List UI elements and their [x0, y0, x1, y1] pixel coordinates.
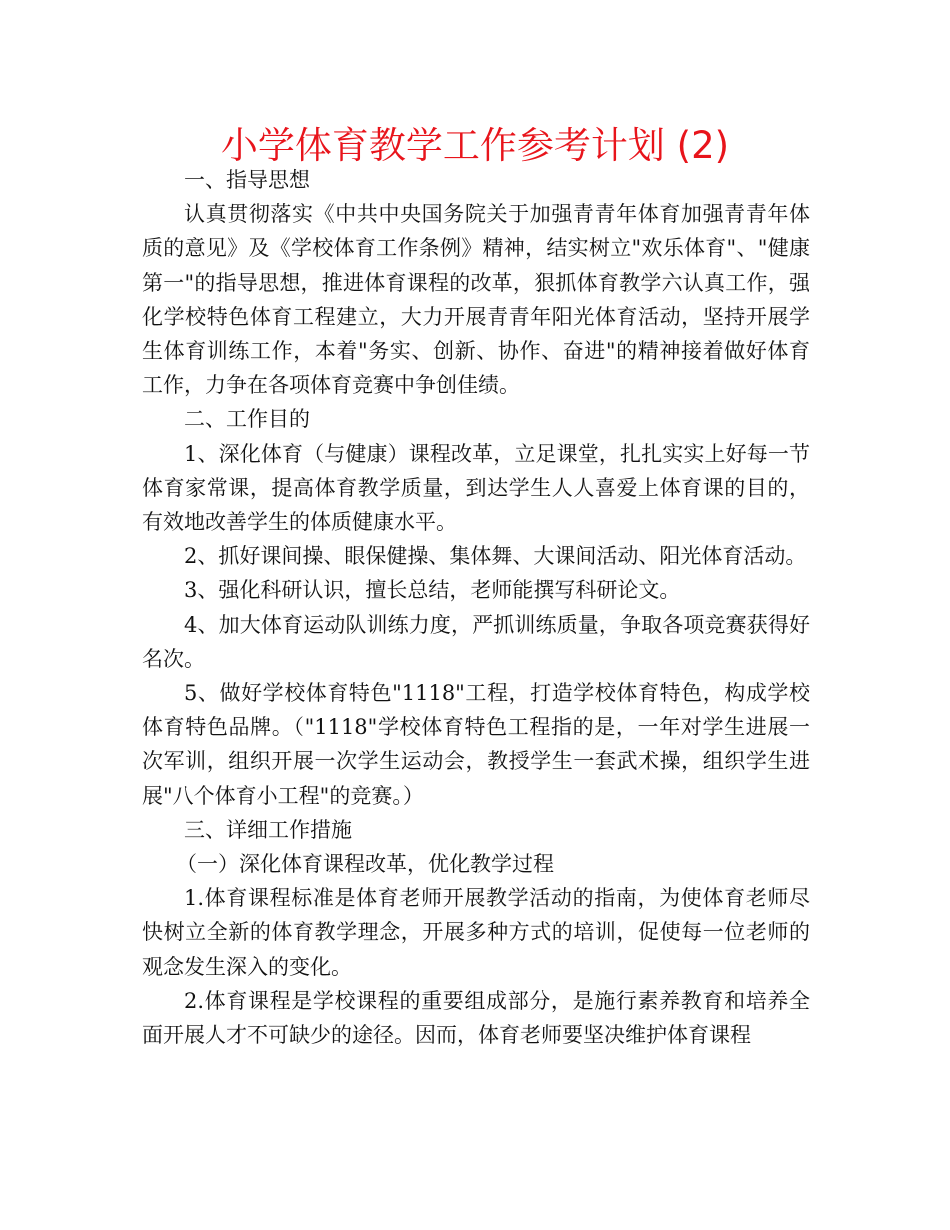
paragraph: 认真贯彻落实《中共中央国务院关于加强青青年体育加强青青年体质的意见》及《学校体育工作条例》精神，结实树立"欢乐体育"、"健康第一"的指导思想，推进体育课程的改革，狠抓体育教学六认真工作，强化学校特色体育工程建立，大力开展青青年阳光体育活动，坚持开展学生体育训练工作，本着"务实、创新、协作、奋进"的精神接着做好体育工作，力争在各项体育竞赛中争创佳绩。 — [142, 202, 810, 398]
subsection-heading: （一）深化体育课程改革，优化教学过程 — [176, 852, 554, 877]
paragraph: 1、深化体育（与健康）课程改革，立足课堂，扎扎实实上好每一节体育家常课，提高体育教学质量，到达学生人人喜爱上体育课的目的，有效地改善学生的体质健康水平。 — [142, 441, 810, 535]
paragraph: 3、强化科研认识，擅长总结，老师能撰写科研论文。 — [184, 578, 681, 603]
paragraph: 1.体育课程标准是体育老师开展教学活动的指南，为使体育老师尽快树立全新的体育教学理念，开展多种方式的培训，促使每一位老师的观念发生深入的变化。 — [142, 886, 810, 979]
paragraph: 2、抓好课间操、眼保健操、集体舞、大课间活动、阳光体育活动。 — [184, 544, 807, 569]
paragraph: 2.体育课程是学校课程的重要组成部分，是施行素养教育和培养全面开展人才不可缺少的途径。因而，体育老师要坚决维护体育课程 — [142, 988, 810, 1048]
paragraph: 5、做好学校体育特色"1118"工程，打造学校体育特色，构成学校体育特色品牌。（"1118"学校体育特色工程指的是，一年对学生进展一次军训，组织开展一次学生运动会，教授学生一套武术操，组织学生进展"八个体育小工程"的竞赛。） — [142, 681, 810, 808]
section-heading: 二、工作目的 — [184, 407, 310, 432]
document-title: 小学体育教学工作参考计划 (2) — [220, 124, 730, 167]
paragraph: 4、加大体育运动队训练力度，严抓训练质量，争取各项竞赛获得好名次。 — [142, 612, 810, 671]
section-heading: 三、详细工作措施 — [184, 817, 352, 842]
document-body — [142, 163, 810, 1052]
section-heading: 一、指导思想 — [184, 168, 310, 192]
